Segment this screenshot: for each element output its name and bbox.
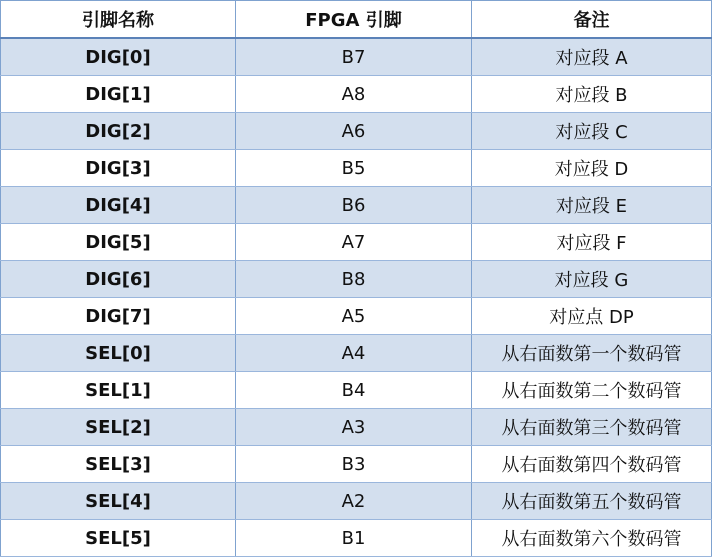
note-cell: 从右面数第二个数码管 bbox=[472, 372, 712, 409]
table-row bbox=[1, 76, 712, 113]
pin-name-cell: DIG[0] bbox=[1, 38, 236, 76]
note-cell: 从右面数第四个数码管 bbox=[472, 446, 712, 483]
fpga-pin-cell: A4 bbox=[236, 335, 472, 372]
pin-name-cell: SEL[4] bbox=[1, 483, 236, 520]
pin-name-cell: SEL[1] bbox=[1, 372, 236, 409]
table-row bbox=[1, 187, 712, 224]
table-header-row bbox=[1, 1, 712, 39]
pin-name-cell: SEL[3] bbox=[1, 446, 236, 483]
note-cell: 对应段 A bbox=[472, 38, 712, 76]
fpga-pin-cell: B3 bbox=[236, 446, 472, 483]
fpga-pin-cell: B5 bbox=[236, 150, 472, 187]
table-row bbox=[1, 335, 712, 372]
table-row bbox=[1, 38, 712, 76]
header-pin-name: 引脚名称 bbox=[1, 1, 236, 39]
fpga-pin-cell: B1 bbox=[236, 520, 472, 557]
table-row bbox=[1, 446, 712, 483]
note-cell: 对应点 DP bbox=[472, 298, 712, 335]
pin-name-cell: DIG[1] bbox=[1, 76, 236, 113]
fpga-pin-cell: B7 bbox=[236, 38, 472, 76]
note-cell: 从右面数第一个数码管 bbox=[472, 335, 712, 372]
header-fpga-pin: FPGA 引脚 bbox=[236, 1, 472, 39]
fpga-pin-cell: A3 bbox=[236, 409, 472, 446]
table-row bbox=[1, 483, 712, 520]
pin-name-cell: DIG[4] bbox=[1, 187, 236, 224]
note-cell: 对应段 B bbox=[472, 76, 712, 113]
pin-name-cell: SEL[2] bbox=[1, 409, 236, 446]
header-note: 备注 bbox=[472, 1, 712, 39]
table-row bbox=[1, 298, 712, 335]
note-cell: 对应段 D bbox=[472, 150, 712, 187]
note-cell: 从右面数第三个数码管 bbox=[472, 409, 712, 446]
fpga-pin-cell: B4 bbox=[236, 372, 472, 409]
table-row bbox=[1, 261, 712, 298]
table-body bbox=[1, 38, 712, 557]
pin-name-cell: DIG[3] bbox=[1, 150, 236, 187]
table-row bbox=[1, 150, 712, 187]
pin-name-cell: SEL[5] bbox=[1, 520, 236, 557]
note-cell: 从右面数第六个数码管 bbox=[472, 520, 712, 557]
note-cell: 对应段 F bbox=[472, 224, 712, 261]
fpga-pin-cell: A5 bbox=[236, 298, 472, 335]
fpga-pin-cell: A2 bbox=[236, 483, 472, 520]
pin-name-cell: SEL[0] bbox=[1, 335, 236, 372]
fpga-pin-cell: B8 bbox=[236, 261, 472, 298]
table-row bbox=[1, 520, 712, 557]
note-cell: 对应段 E bbox=[472, 187, 712, 224]
fpga-pin-cell: B6 bbox=[236, 187, 472, 224]
table-row bbox=[1, 372, 712, 409]
table-row bbox=[1, 113, 712, 150]
pin-name-cell: DIG[7] bbox=[1, 298, 236, 335]
pin-name-cell: DIG[5] bbox=[1, 224, 236, 261]
pin-name-cell: DIG[6] bbox=[1, 261, 236, 298]
note-cell: 对应段 C bbox=[472, 113, 712, 150]
note-cell: 从右面数第五个数码管 bbox=[472, 483, 712, 520]
fpga-pin-cell: A6 bbox=[236, 113, 472, 150]
pin-name-cell: DIG[2] bbox=[1, 113, 236, 150]
note-cell: 对应段 G bbox=[472, 261, 712, 298]
table-row bbox=[1, 409, 712, 446]
fpga-pin-cell: A7 bbox=[236, 224, 472, 261]
fpga-pin-cell: A8 bbox=[236, 76, 472, 113]
table-row bbox=[1, 224, 712, 261]
